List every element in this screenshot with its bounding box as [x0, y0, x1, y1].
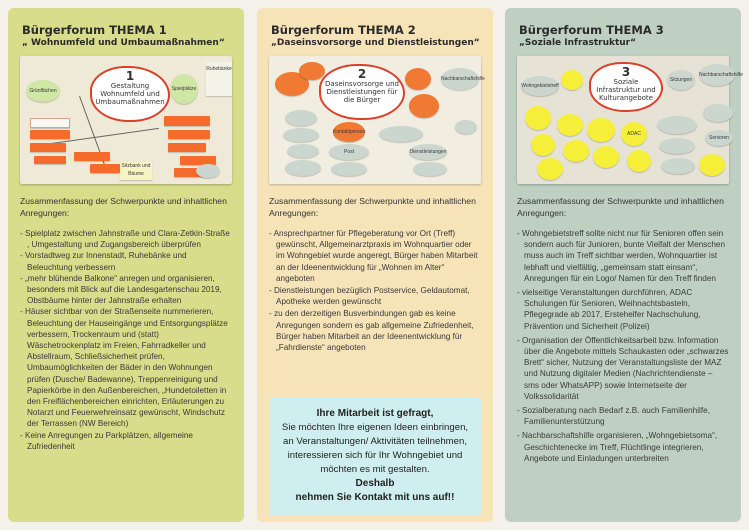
- item-list: [517, 228, 729, 464]
- note-oval: [287, 144, 319, 158]
- panel-title: Bürgerforum THEMA 3: [519, 23, 664, 37]
- note-label: Nachbarschaftshilfe: [441, 68, 479, 90]
- list-item: - Ansprechpartner für Pflegeberatung vor Ort (Treff) gewünscht, Allgemeinarztpraxis im Wohnquartier oder im Wohngebiet wurde angeregt, Bürger haben Mitarbeit an der Ideenentwicklung für „Wohnen im Alter“ angeboten: [269, 228, 481, 284]
- note-oval: [699, 154, 725, 176]
- list-item: - vielseitige Veranstaltungen durchführen, ADAC Schulungen für Senioren, Weihnachtsbasteln, Pflegegrade ab 2017, Erstehelfer Nachschulung, Prävention und Sicherheit (Polizei): [517, 287, 729, 332]
- topic-number: 1: [125, 69, 135, 83]
- topic-cloud: [90, 66, 170, 122]
- panel-thema-1: [8, 8, 244, 522]
- note-card: [168, 143, 206, 152]
- note-label: Wohngebietstreff: [521, 76, 559, 96]
- cta-heading: Ihre Mitarbeit ist gefragt,: [316, 408, 434, 419]
- note-oval: [409, 94, 439, 118]
- note-oval: [413, 162, 447, 176]
- panel-thema-2: [257, 8, 493, 522]
- topic-number: 2: [357, 67, 367, 81]
- note-oval: [561, 70, 583, 90]
- list-item: - Keine Anregungen zu Parkplätzen, allgemeine Zufriedenheit: [20, 430, 232, 452]
- list-item: - Dienstleistungen bezüglich Postservice, Geldautomat, Apotheke werden gewünscht: [269, 285, 481, 307]
- workshop-photo: [517, 56, 743, 184]
- cta-tail-1: Deshalb: [355, 478, 395, 489]
- panel-subtitle: „Soziale Infrastruktur“: [519, 38, 637, 48]
- note-oval: [537, 158, 563, 180]
- note-card: [34, 156, 66, 164]
- note-label: Senioren: [705, 130, 733, 146]
- list-item: - Organisation der Öffentlichkeitsarbeit bzw. Information über die Angebote mittels Schaukasten oder „schwarzes Brett“ sicher, Nutzung der Veranstaltungsliste der MAZ und Nutzung digitaler Medien (Nachrichtendienste – sms oder WhatsAPP) sowie Internetseite der Volkssolidarität: [517, 335, 729, 402]
- note-label: Nachbarschaftshilfe: [699, 64, 735, 86]
- note-oval: [285, 160, 321, 176]
- note-label: Sitzungen: [667, 70, 695, 90]
- note-oval: [455, 120, 477, 134]
- note-label: Spielplätze: [170, 74, 198, 104]
- note-oval: [285, 110, 317, 126]
- note-label: Kontaktperson: [333, 122, 365, 142]
- topic-cloud: [319, 64, 405, 120]
- note-oval: [557, 114, 583, 136]
- panel-subtitle: „Daseinsvorsorge und Dienstleistungen“: [271, 38, 480, 48]
- topic-cloud-text: Soziale Infrastruktur und Kulturangebote: [596, 78, 656, 102]
- summary-heading: Zusammenfassung der Schwerpunkte und inhaltlichen Anregungen:: [269, 196, 476, 218]
- workshop-photo: [269, 56, 485, 184]
- note-oval: [703, 104, 733, 122]
- note-card: [74, 152, 110, 161]
- list-item: - Vorstadtweg zur Innenstadt, Ruhebänke und Beleuchtung verbessern: [20, 250, 232, 272]
- panel-title: Bürgerforum THEMA 1: [22, 23, 167, 37]
- panel-title: Bürgerforum THEMA 2: [271, 23, 416, 37]
- note-oval: [661, 158, 695, 174]
- list-item: - Wohngebietstreff sollte nicht nur für Senioren offen sein sondern auch für Junioren, bunte Vielfalt der Menschen muss auch im Treff sichtbar werden, Wohnquartier ist lebhaft und vielfältig, „gemeinsam statt einsam“, Anregungen für ein Logo/ Namen für den Treff finden: [517, 228, 729, 284]
- list-item: - Sozialberatung nach Bedarf z.B. auch Familienhilfe, Familienunterstützung: [517, 405, 729, 427]
- note-card: [30, 130, 70, 139]
- list-item: - „mehr blühende Balkone“ anregen und organisieren, besonders mit Blick auf die Landesgartenschau 2019, Obstbäume hinter der Jahnstraße erhalten: [20, 273, 232, 307]
- note-label: Post: [329, 144, 369, 160]
- note-oval: [379, 126, 423, 142]
- note-oval: [299, 62, 325, 80]
- cta-tail-2: nehmen Sie Kontakt mit uns auf!!: [295, 492, 455, 503]
- note-label: ADAC: [621, 122, 647, 146]
- call-to-action-box: [269, 398, 481, 516]
- list-item: - Nachbarschaftshilfe organisieren, „Wohngebietsoma“, Geschichtenecke im Treff, Flüchtlinge integrieren, Angebote und Einladungen unterbreiten: [517, 430, 729, 464]
- note-oval: [627, 150, 651, 172]
- note-oval: [587, 118, 615, 142]
- note-card: [164, 116, 210, 126]
- panel-subtitle: „ Wohnumfeld und Umbaumaßnahmen“: [22, 38, 225, 48]
- note-card: [90, 164, 120, 173]
- list-item: - zu den derzeitigen Busverbindungen gab es keine Anregungen sondern es gab allgemeine Zufriedenheit, Bürger haben Mitarbeit an der Ideenentwicklung für „Fahrdienste“ angeboten: [269, 308, 481, 353]
- note-oval: [531, 134, 555, 156]
- note-card: [30, 143, 66, 152]
- note-card: [30, 118, 70, 128]
- topic-cloud: [589, 62, 663, 112]
- topic-cloud-text: Gestaltung Wohnumfeld und Umbaumaßnahmen: [95, 82, 165, 106]
- note-oval: [525, 106, 551, 130]
- item-list: [269, 228, 481, 353]
- note-oval: [283, 128, 319, 142]
- note-card: [168, 130, 210, 139]
- note-oval: [563, 140, 589, 162]
- topic-number: 3: [621, 65, 631, 79]
- note-oval: [657, 116, 697, 134]
- note-oval: [593, 146, 619, 168]
- workshop-photo: [20, 56, 232, 184]
- note-oval: [196, 164, 220, 178]
- item-list: [20, 228, 232, 452]
- summary-heading: Zusammenfassung der Schwerpunkte und inhaltlichen Anregungen:: [517, 196, 724, 218]
- cta-body: Sie möchten Ihre eigenen Ideen einbringen, an Veranstaltungen/ Aktivitäten teilnehmen, interessieren sich für Ihr Wohngebiet und möchten es mit gestalten.: [281, 422, 469, 475]
- note-label: Dienstleistungen: [409, 144, 447, 160]
- topic-cloud-text: Daseinsvorsorge und Dienstleistungen für die Bürger: [325, 80, 399, 104]
- summary-heading: Zusammenfassung der Schwerpunkte und inhaltlichen Anregungen:: [20, 196, 227, 218]
- note-label: Ruhebänke: [206, 62, 232, 96]
- note-oval: [405, 68, 431, 90]
- panel-thema-3: [505, 8, 741, 522]
- list-item: - Spielplatz zwischen Jahnstraße und Clara-Zetkin-Straße , Umgestaltung und Zugangsbereich überprüfen: [20, 228, 232, 250]
- note-oval: [659, 138, 695, 154]
- note-label: Grünflächen: [26, 80, 60, 102]
- note-oval: [331, 162, 367, 176]
- list-item: - Häuser sichtbar von der Straßenseite nummerieren, Beleuchtung der Hauseingänge und Entsorgungsplätze verbessern, Trockenraum und (statt) Wäschetrockenplatz im Freien, Fahrradkeller und Abstellraum, Schließsicherheit prüfen, Umbaumöglichkeiten der Bäder in den Wohnungen prüfen (Dusche/ Badewanne), Treppenreinigung und Papierkörbe in den Außenbereichen, „Hundetoiletten in den Freiflächenbereichen einrichten, Erläuterungen zu Notarzt und Feuerwehreinsatz gewünscht, Windschutz der Terrassen (NW Bereich): [20, 306, 232, 429]
- note-label: Sitzbank und Bäume: [120, 162, 152, 180]
